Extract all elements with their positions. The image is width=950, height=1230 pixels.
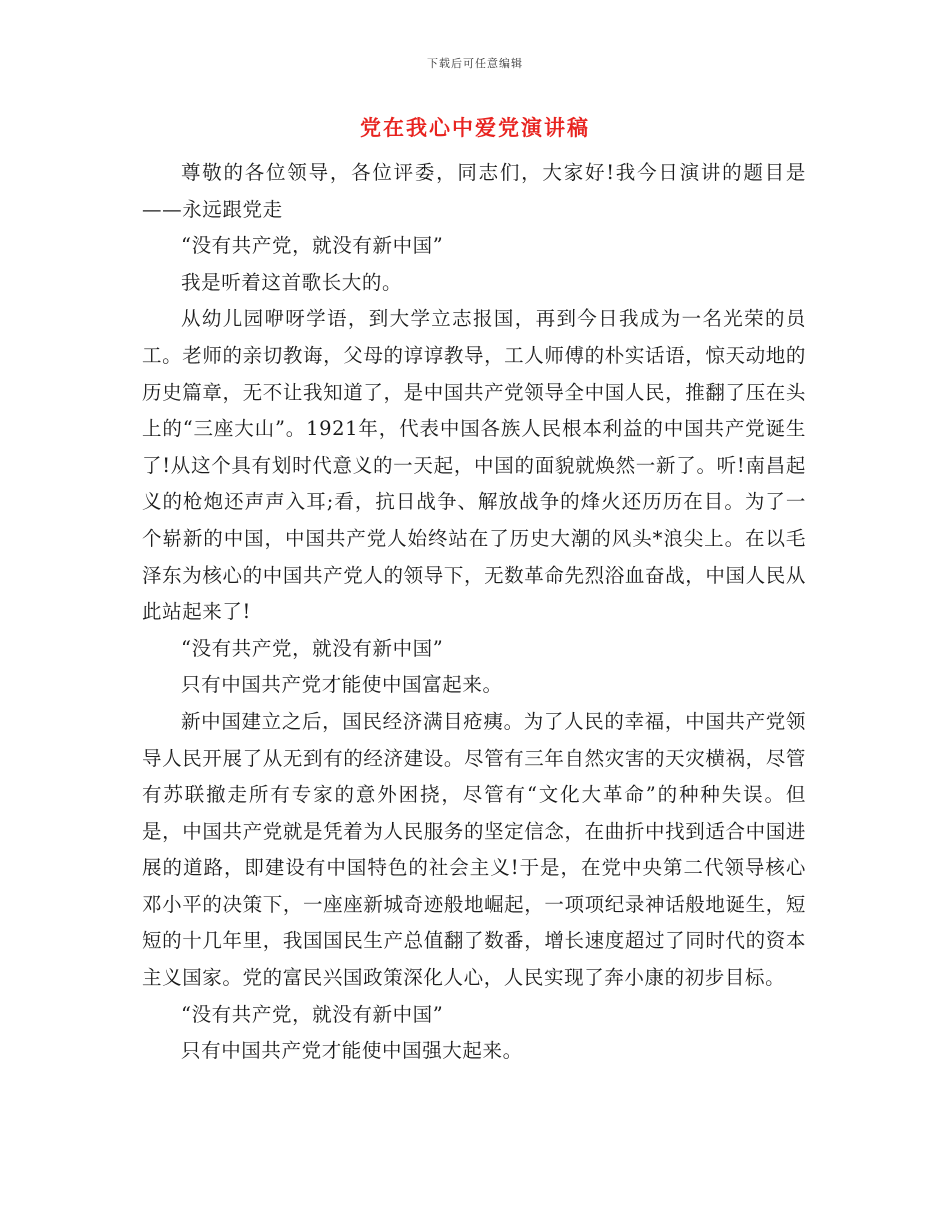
paragraph-song-quote: “没有共产党，就没有新中国” (181, 1002, 444, 1026)
paragraph-song-quote: “没有共产党，就没有新中国” (181, 234, 444, 258)
paragraph: 从幼儿园咿呀学语，到大学立志报国，再到今日我成为一名光荣的员工。老师的亲切教诲，父母的谆谆教导，工人师傅的朴实话语，惊天动地的历史篇章，无不让我知道了，是中国共产党领导全中国人民，推翻了压在头上的“三座大山”。1921年，代表中国各族人民根本利益的中国共产党诞生了!从这个具有划时代意义的一天起，中国的面貌就焕然一新了。听!南昌起义的枪炮还声声入耳;看，抗日战争、解放战争的烽火还历历在目。为了一个崭新的中国，中国共产党人始终站在了历史大潮的风头*浪尖上。在以毛泽东为核心的中国共产党人的领导下，无数革命先烈浴血奋战，中国人民从此站起来了! (142, 307, 806, 624)
document-title: 党在我心中爱党演讲稿 (360, 115, 590, 140)
paragraph: 只有中国共产党才能使中国强大起来。 (181, 1039, 523, 1063)
header-note: 下载后可任意编辑 (427, 57, 523, 70)
paragraph: 我是听着这首歌长大的。 (181, 270, 403, 294)
paragraph-song-quote: “没有共产党，就没有新中国” (181, 636, 444, 660)
paragraph: 只有中国共产党才能使中国富起来。 (181, 673, 503, 697)
paragraph-greeting: 尊敬的各位领导，各位评委，同志们，大家好!我今日演讲的题目是——永远跟党走 (142, 161, 806, 221)
paragraph: 新中国建立之后，国民经济满目疮痍。为了人民的幸福，中国共产党领导人民开展了从无到有的经济建设。尽管有三年自然灾害的天灾横祸，尽管有苏联撤走所有专家的意外困挠，尽管有“文化大革命”的种种失误。但是，中国共产党就是凭着为人民服务的坚定信念，在曲折中找到适合中国进展的道路，即建设有中国特色的社会主义!于是，在党中央第二代领导核心邓小平的决策下，一座座新城奇迹般地崛起，一项项纪录神话般地诞生，短短的十几年里，我国国民生产总值翻了数番，增长速度超过了同时代的资本主义国家。党的富民兴国政策深化人心，人民实现了奔小康的初步目标。 (142, 709, 806, 990)
document-body (142, 155, 806, 1070)
